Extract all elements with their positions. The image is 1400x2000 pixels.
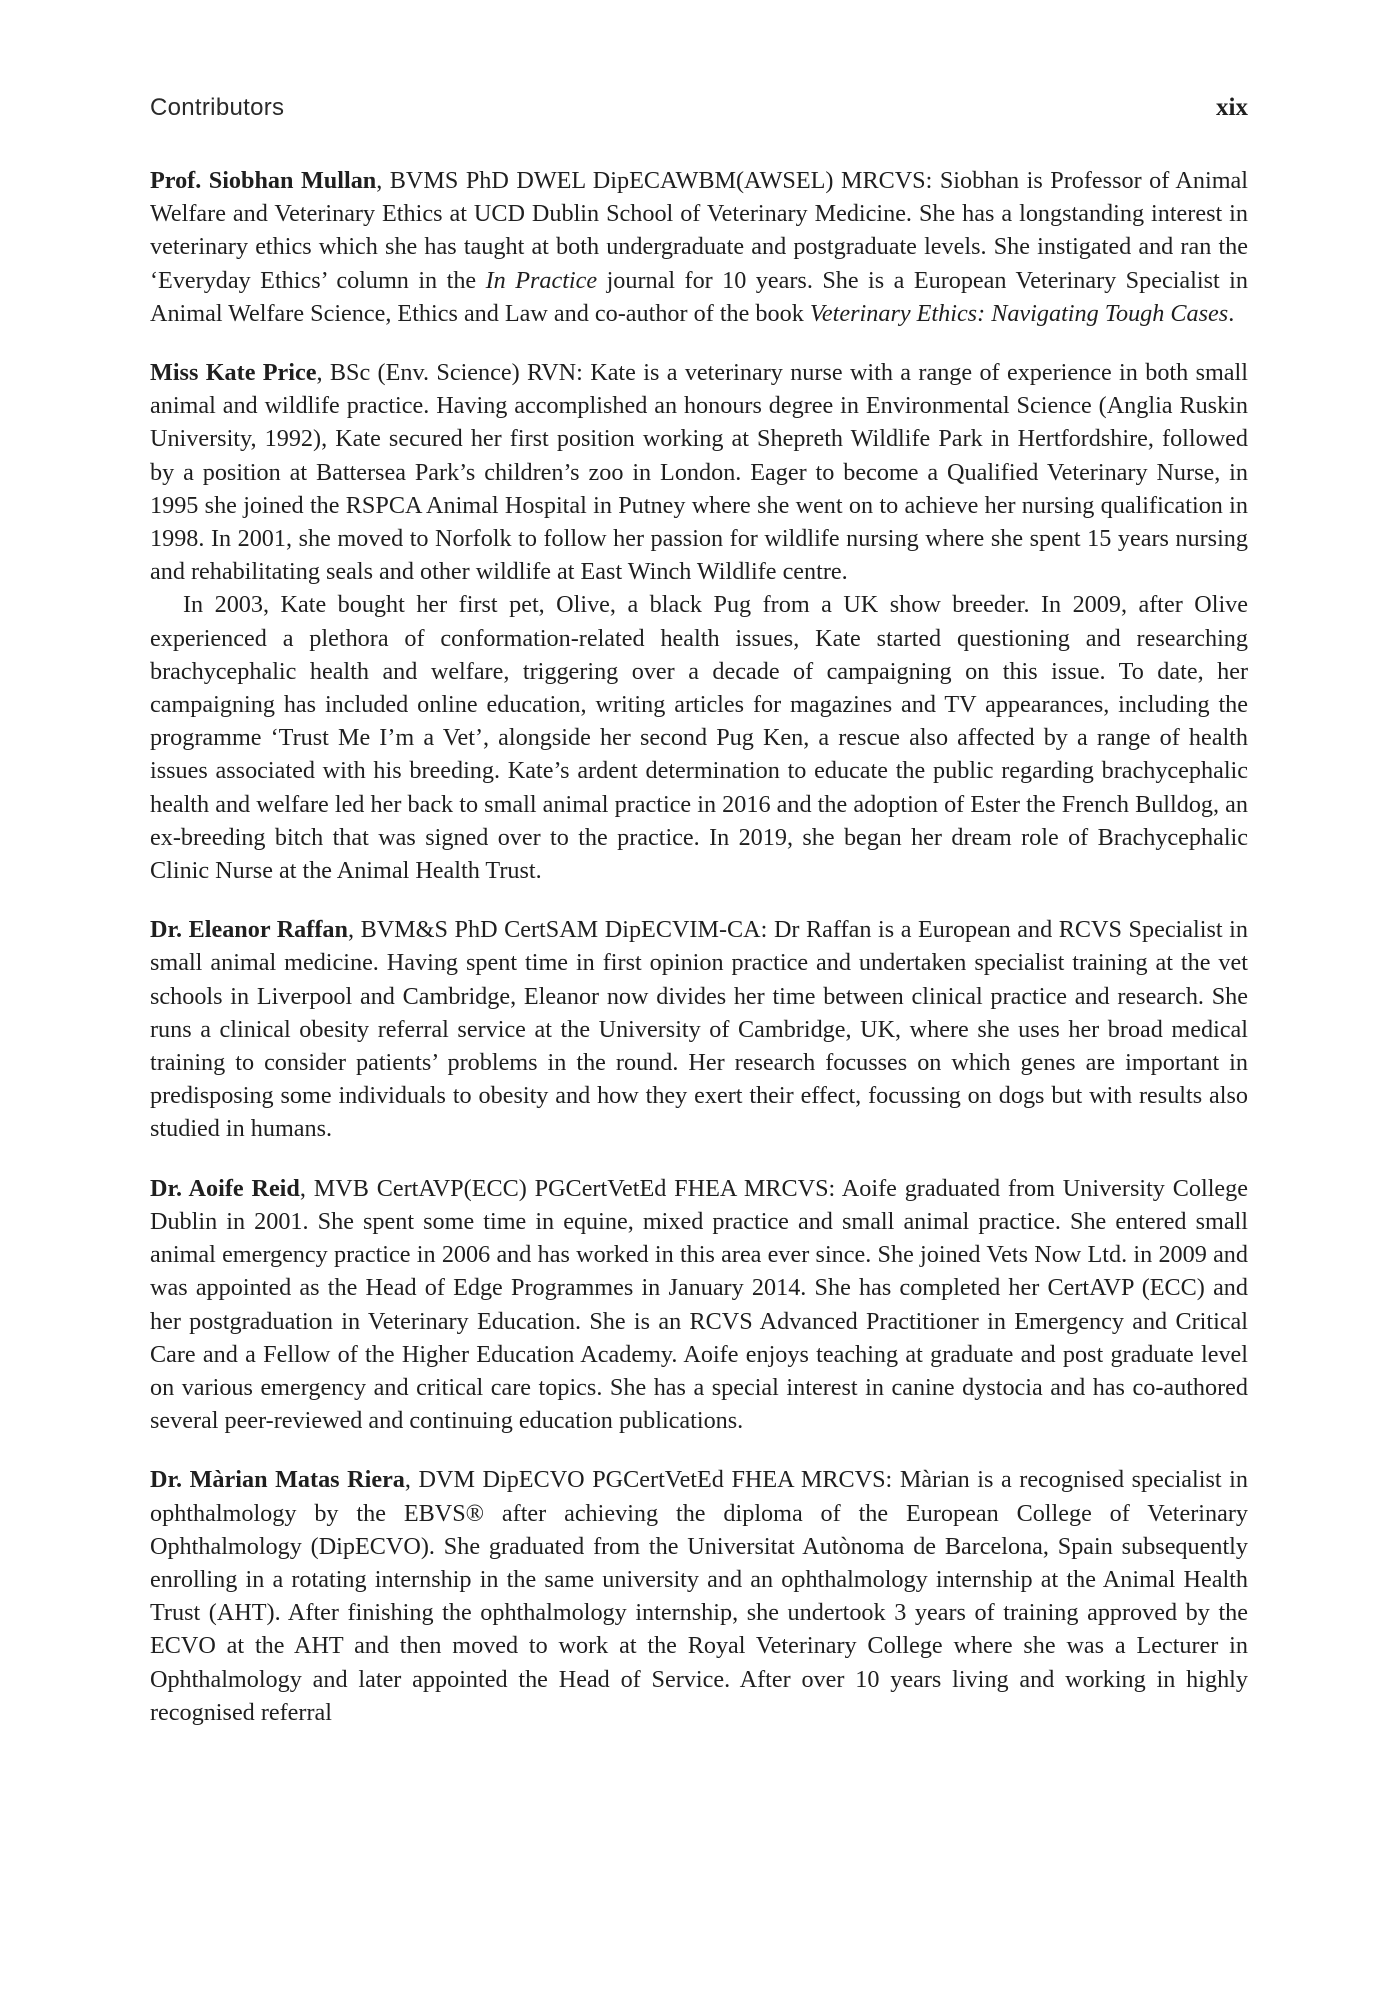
bio-text: Siobhan is Professor of Animal Welfare and Veterinary Ethics at UCD Dublin School of Veterinary Medicine. She has a longstanding interest in veterinary ethics which she has taught at both undergraduate and postgraduate levels. She instigated and ran the ‘Everyday Ethics’ column in the bbox=[150, 167, 1248, 294]
contributor-entry-reid bbox=[150, 1172, 1248, 1438]
contributor-bio-paragraph bbox=[150, 356, 1248, 588]
contributor-name: Dr. Eleanor Raffan bbox=[150, 916, 348, 944]
contributor-entry-raffan bbox=[150, 913, 1248, 1145]
contributor-name: Dr. Màrian Matas Riera bbox=[150, 1466, 405, 1494]
bio-text: Kate is a veterinary nurse with a range of experience in both small animal and wildlife practice. Having accomplished an honours degree in Environmental Science (Anglia Ruskin University, 1992), Kate secured her first position working at Shepreth Wildlife Park in Hertfordshire, followed by a position at Battersea Park’s children’s zoo in London. Eager to become a Qualified Veterinary Nurse, in 1995 she joined the RSPCA Animal Hospital in Putney where she went on to achieve her nursing qualification in 1998. In 2001, she moved to Norfolk to follow her passion for wildlife nursing where she spent 15 years nursing and rehabilitating seals and other wildlife at East Winch Wildlife centre. bbox=[150, 359, 1248, 586]
contributor-credentials: , MVB CertAVP(ECC) PGCertVetEd FHEA MRCVS: bbox=[299, 1174, 842, 1202]
bio-text: Màrian is a recognised specialist in ophthalmology by the EBVS® after achieving the diploma of the European College of Veterinary Ophthalmology (DipECVO). She graduated from the Universitat Autònoma de Barcelona, Spain subsequently enrolling in a rotating internship in the same university and an ophthalmology internship at the Animal Health Trust (AHT). After finishing the ophthalmology internship, she undertook 3 years of training approved by the ECVO at the AHT and then moved to work at the Royal Veterinary College where she was a Lecturer in Ophthalmology and later appointed the Head of Service. After over 10 years living and working in highly recognised referral bbox=[150, 1466, 1248, 1726]
journal-title: In Practice bbox=[485, 266, 598, 294]
book-title: Veterinary Ethics: Navigating Tough Cases bbox=[809, 299, 1229, 327]
contributor-credentials: , DVM DipECVO PGCertVetEd FHEA MRCVS: bbox=[404, 1466, 900, 1494]
contributor-name: Dr. Aoife Reid bbox=[150, 1174, 300, 1202]
contributor-bio-paragraph bbox=[150, 1172, 1248, 1438]
contributor-credentials: , BVMS PhD DWEL DipECAWBM(AWSEL) MRCVS: bbox=[376, 167, 940, 194]
contributor-entry-matas-riera bbox=[150, 1463, 1248, 1729]
bio-text: Dr Raffan is a European and RCVS Specialist in small animal medicine. Having spent time in first opinion practice and undertaken specialist training at the vet schools in Liverpool and Cambridge, Eleanor now divides her time between clinical practice and research. She runs a clinical obesity referral service at the University of Cambridge, UK, where she uses her broad medical training to consider patients’ problems in the round. Her research focusses on which genes are important in predisposing some individuals to obesity and how they exert their effect, focussing on dogs but with results also studied in humans. bbox=[150, 916, 1248, 1143]
section-title: Contributors bbox=[150, 94, 285, 121]
contributor-bio-paragraph bbox=[150, 913, 1248, 1145]
contributor-credentials: , BSc (Env. Science) RVN: bbox=[316, 359, 591, 387]
bio-text: . bbox=[1228, 299, 1235, 327]
contributor-bio-paragraph bbox=[150, 588, 1248, 887]
running-header bbox=[150, 94, 1248, 128]
contributor-entry-price bbox=[150, 356, 1248, 887]
contributors-list bbox=[150, 164, 1248, 1755]
bio-text: journal for 10 years. She is a European Veterinary Specialist in Animal Welfare Science, Ethics and Law and co-author of the book bbox=[150, 266, 1248, 327]
contributor-entry-mullan bbox=[150, 164, 1248, 330]
bio-text: Aoife graduated from University College Dublin in 2001. She spent some time in equine, mixed practice and small animal practice. She entered small animal emergency practice in 2006 and has worked in this area ever since. She joined Vets Now Ltd. in 2009 and was appointed as the Head of Edge Programmes in January 2014. She has completed her CertAVP (ECC) and her postgraduation in Veterinary Education. She is an RCVS Advanced Practitioner in Emergency and Critical Care and a Fellow of the Higher Education Academy. Aoife enjoys teaching at graduate and post graduate level on various emergency and critical care topics. She has a special interest in canine dystocia and has co-authored several peer-reviewed and continuing education publications. bbox=[150, 1174, 1248, 1435]
contributor-bio-paragraph bbox=[150, 164, 1248, 330]
contributor-credentials: , BVM&S PhD CertSAM DipECVIM-CA: bbox=[347, 916, 774, 944]
contributor-name: Prof. Siobhan Mullan bbox=[150, 167, 377, 194]
page-number: xix bbox=[1216, 94, 1248, 121]
contributor-name: Miss Kate Price bbox=[150, 359, 317, 387]
bio-text: In 2003, Kate bought her first pet, Olive, a black Pug from a UK show breeder. In 2009, after Olive experienced a plethora of conformation-related health issues, Kate started questioning and researching brachycephalic health and welfare, triggering over a decade of campaigning on this issue. To date, her campaigning has included online education, writing articles for magazines and TV appearances, including the programme ‘Trust Me I’m a Vet’, alongside her second Pug Ken, a rescue also affected by a range of health issues associated with his breeding. Kate’s ardent determination to educate the public regarding brachycephalic health and welfare led her back to small animal practice in 2016 and the adoption of Ester the French Bulldog, an ex-breeding bitch that was signed over to the practice. In 2019, she began her dream role of Brachycephalic Clinic Nurse at the Animal Health Trust. bbox=[150, 591, 1248, 885]
contributor-bio-paragraph bbox=[150, 1463, 1248, 1729]
